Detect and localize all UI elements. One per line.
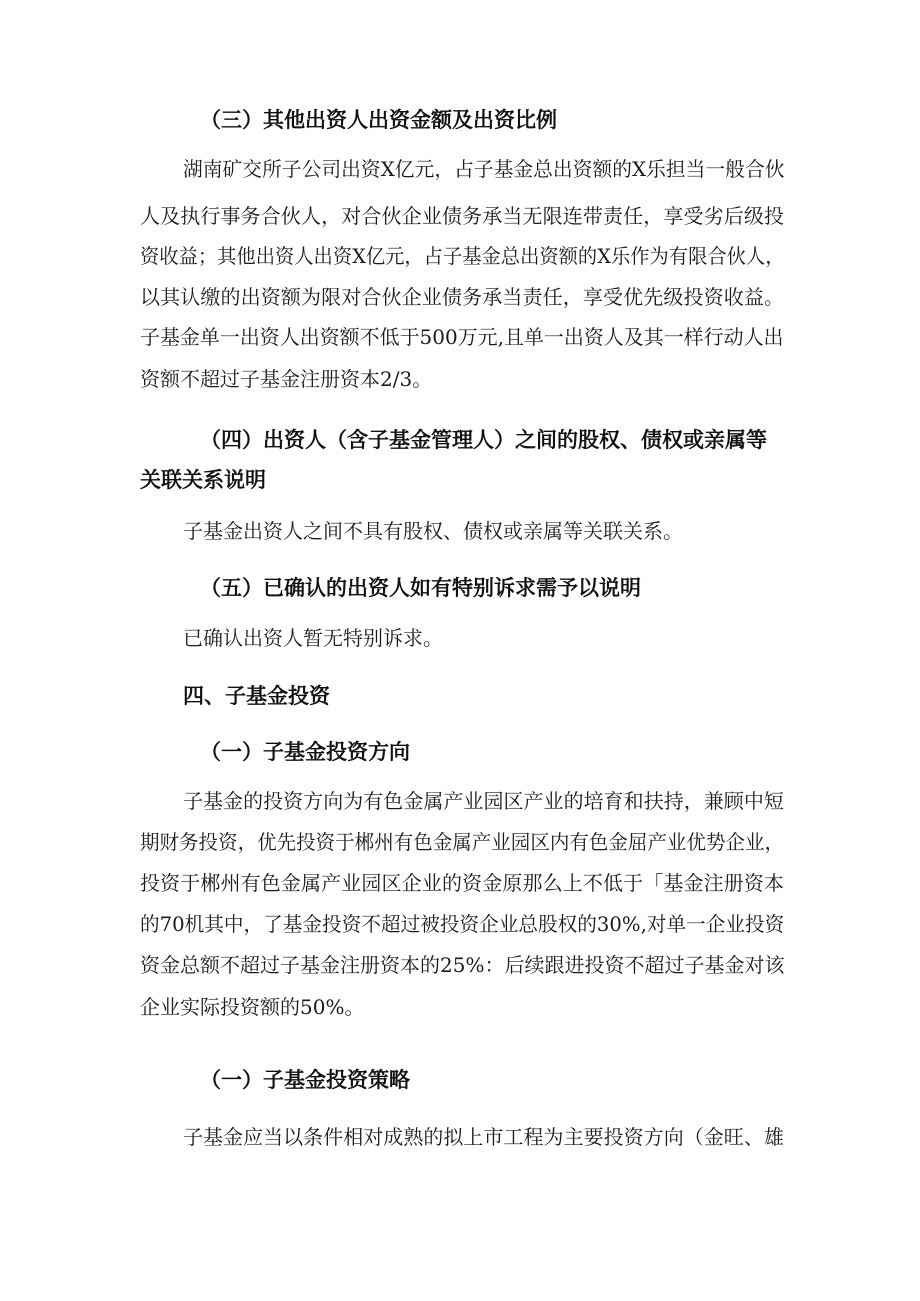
paragraph-line: 期财务投资，优先投资于郴州有色金属产业园区内有色金屈产业优势企业，: [140, 830, 785, 854]
paragraph-line: 投资于郴州有色金属产业园区企业的资金原那么上不低于「基金注册资本: [140, 871, 785, 895]
paragraph-line: 子基金单一出资人出资额不低于500万元,且单一出资人及其一样行动人出: [140, 325, 784, 349]
paragraph-line: 以其认缴的出资额为限对合伙企业债务承当责任，享受优先级投资收益。: [140, 285, 785, 309]
paragraph-line: 的70机其中，了基金投资不超过被投资企业总股权的30%,对单一企业投资: [140, 912, 785, 936]
section-heading-3-3: （三）其他出资人出资金额及出资比例: [200, 108, 557, 132]
section-heading-4-2: （一）子基金投资策略: [200, 1068, 410, 1092]
chapter-heading-4: 四、子基金投资: [183, 684, 330, 708]
paragraph-line: 已确认出资人暂无特别诉求。: [183, 626, 443, 650]
section-heading-3-4-line2: 关联关系说明: [140, 468, 266, 492]
paragraph-line: 湖南矿交所子公司出资X亿元，占子基金总出资额的X乐担当一般合伙: [183, 157, 785, 181]
paragraph-line: 资额不超过子基金注册资本2/3。: [140, 367, 433, 391]
paragraph-line: 子基金出资人之间不具有股权、债权或亲属等关联关系。: [183, 519, 683, 543]
paragraph-line: 子基金的投资方向为有色金属产业园区产业的培育和扶持，兼顾中短: [183, 789, 784, 813]
paragraph-line: 资收益；其他出资人出资X亿元，占子基金总出资额的X乐作为有限合伙人，: [140, 244, 785, 268]
paragraph-line: 资金总额不超过子基金注册资本的25%：后续跟进投资不超过子基金对该: [140, 953, 785, 977]
section-heading-4-1: （一）子基金投资方向: [200, 740, 410, 764]
paragraph-line: 子基金应当以条件相对成熟的拟上市工程为主要投资方向（金旺、雄: [183, 1125, 784, 1149]
section-heading-3-4-line1: （四）出资人（含子基金管理人）之间的股权、债权或亲属等: [200, 428, 767, 452]
paragraph-line: 企业实际投资额的50%。: [140, 995, 365, 1019]
section-heading-3-5: （五）已确认的出资人如有特别诉求需予以说明: [200, 576, 641, 600]
paragraph-line: 人及执行事务合伙人，对合伙企业债务承当无限连带责任，享受劣后级投: [140, 204, 785, 228]
